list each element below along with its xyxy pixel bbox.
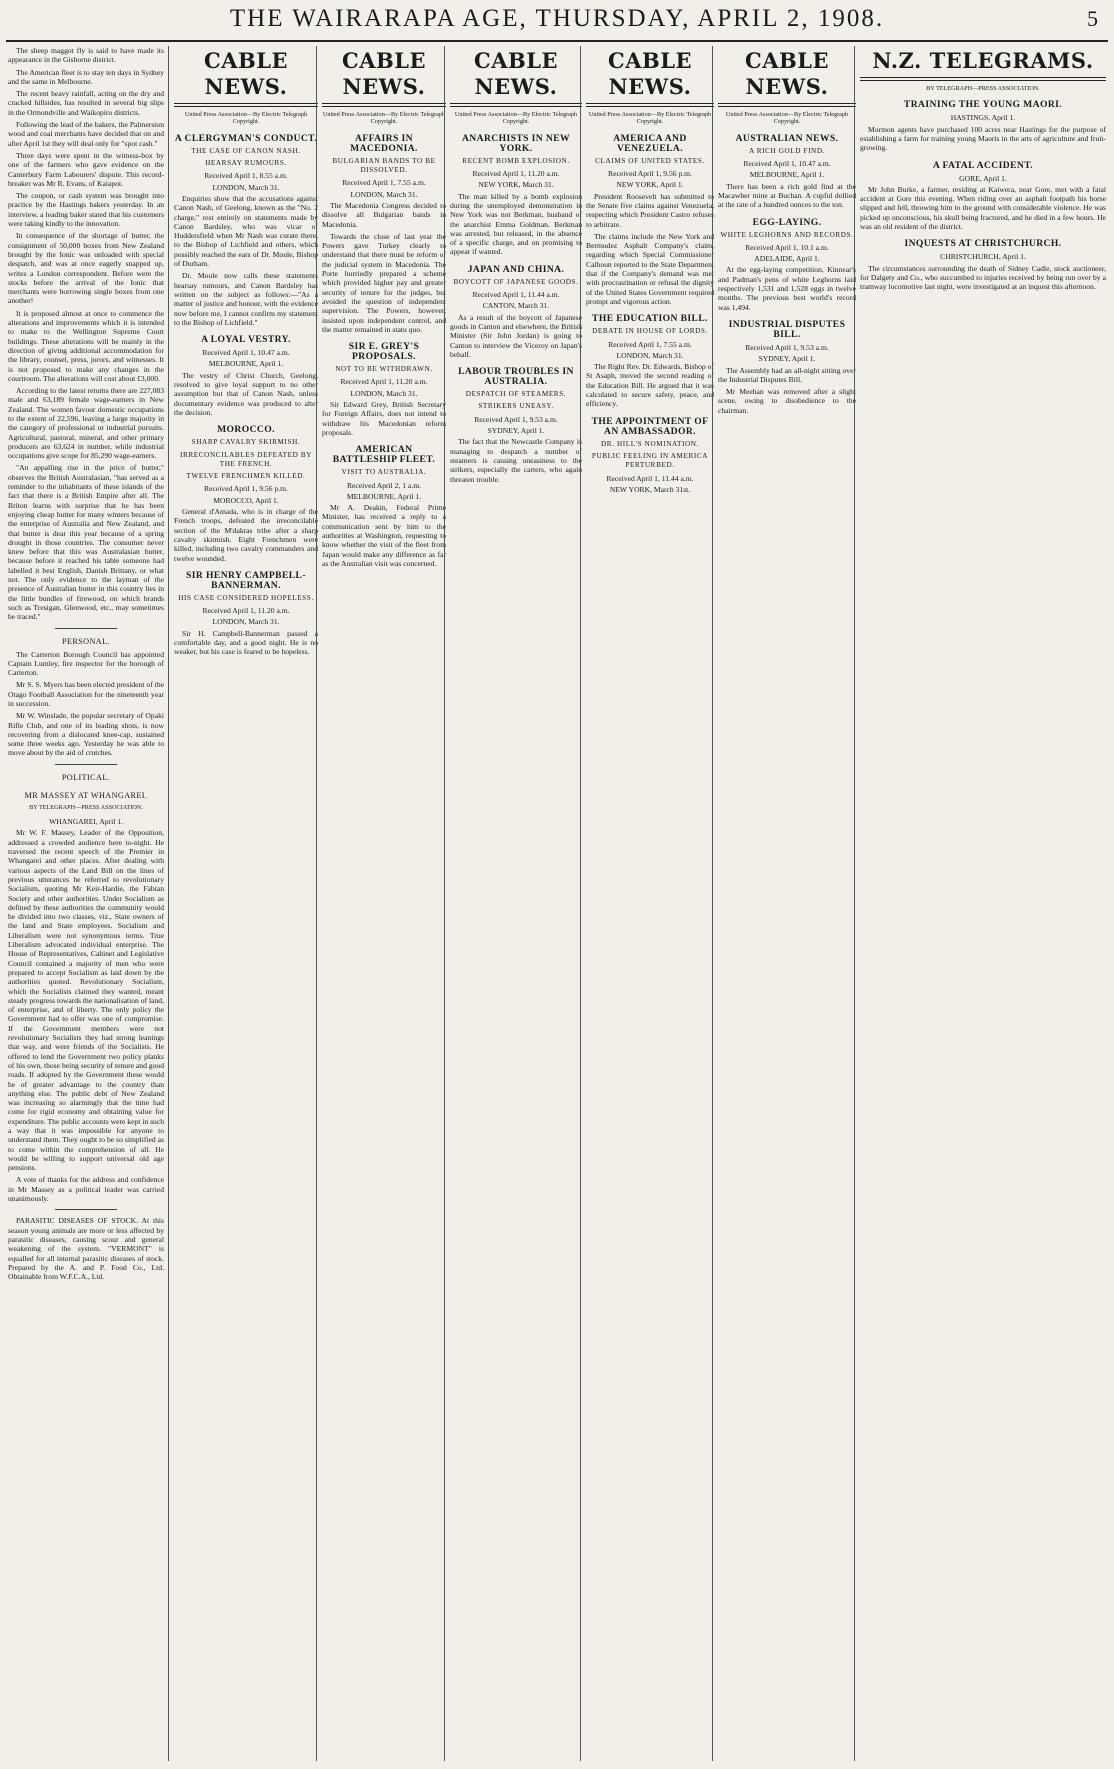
- column-cable-news-3: [444, 46, 582, 1761]
- dateline: SYDNEY, April 1.: [487, 426, 545, 436]
- article-heading: AUSTRALIAN NEWS.: [735, 132, 839, 144]
- subheading: HEARSAY RUMOURS.: [205, 159, 287, 168]
- paragraph: Mr W. Winslade, the popular secretary of Opaki Rifle Club, and one of its leading shots, is now recovering from a dislocated knee-cap, sustained some three weeks ago. Yesterday he was able to move about by the aid of crutches.: [8, 711, 164, 758]
- article-heading: AMERICA AND VENEZUELA.: [613, 132, 687, 154]
- heading-rule: [860, 77, 1106, 81]
- received-time: Received April 1, 7.55 a.m.: [608, 339, 692, 349]
- paragraph: Mr S. S. Myers has been elected president of the Otago Football Association for the nineteenth year in succession.: [8, 680, 164, 708]
- dateline: SYDNEY, April 1.: [758, 354, 816, 364]
- dateline: MOROCCO, April 1.: [213, 495, 279, 505]
- article-heading: SIR HENRY CAMPBELL-BANNERMAN.: [186, 569, 306, 591]
- received-time: Received April 1, 11.20 a.m.: [472, 169, 560, 179]
- paragraph: Three days were spent in the witness-box by one of the farmers who gave evidence on the Canterbury Farm Labourers' dispute. This record-breaker was Mr R. Evans, of Kaiapoi.: [8, 150, 164, 188]
- paragraph: The Carterton Borough Council has appointed Captain Lumley, fire inspector for the borough of Carterton.: [8, 649, 164, 678]
- subheading: STRIKERS UNEASY.: [478, 402, 554, 411]
- source-credit: United Press Association—By Electric Telegraph Copyright.: [454, 111, 578, 126]
- section-heading: PERSONAL.: [62, 636, 110, 646]
- cable-news-heading: CABLE NEWS.: [607, 48, 693, 99]
- received-time: Received April 1, 9.53 a.m.: [474, 414, 558, 424]
- paragraph: According to the latest returns there are 227,083 male and 63,189 female wage-earners in New Zealand. The women favour domestic occupations to the extent of 22,596, leaving a large majority in the category of professional or industrial pursuits. Agricultural, pastoral, mineral, and other primary producers are 63,624 in number, while industrial occupations give scope for 85,290 wage-earners.: [8, 386, 164, 461]
- paragraph: The man killed by a bomb explosion during the unemployed demonstration in New York was not Berkman, husband of the anarchist Emma Goldman. Berkman was arrested, but released, in the absence of a specific charge, and on promising to appear if wanted.: [450, 191, 582, 257]
- paragraph: Enquiries show that the accusations against Canon Nash, of Geelong, known as the "No. 2 charge," rest entirely on statements made by Canon Bardsley, who was vicar of Huddersfield when Mr Nash was curate there, to the Bishop of Lichfield and others, which possibly reached the ears of Dr. Moule, Bishop of Durham.: [174, 194, 318, 269]
- masthead-rule: [6, 40, 1108, 42]
- paragraph: General d'Amada, who is in charge of the French troops, defeated the irreconcilable section of the M'dakras tribe after a sharp cavalry skirmish. Eight Frenchmen were killed, including two cavalry commanders and twelve wounded.: [174, 507, 318, 563]
- subheading: BULGARIAN BANDS TO BE DISSOLVED.: [332, 156, 436, 175]
- paragraph: Sir H. Campbell-Bannerman passed a comfortable day, and a good night. He is no weaker, but his case is feared to be hopeless.: [174, 628, 318, 657]
- cable-news-heading: CABLE NEWS.: [341, 48, 427, 99]
- article-heading: A LOYAL VESTRY.: [201, 334, 291, 346]
- received-time: Received April 1, 11.20 a.m.: [202, 606, 290, 616]
- article-heading: THE EDUCATION BILL.: [592, 313, 708, 325]
- divider: [55, 1209, 117, 1210]
- received-time: Received April 1, 11.44 a.m.: [472, 290, 560, 300]
- subheading: IRRECONCILABLES DEFEATED BY THE FRENCH.: [180, 450, 312, 468]
- article-heading: AMERICAN BATTLESHIP FLEET.: [332, 444, 436, 466]
- paragraph: At the egg-laying competition, Kinnear's and Padman's pens of white Leghorns laid respectively 1,531 and 1,528 eggs in twelve months. The previous best world's record was 1,494.: [718, 265, 856, 312]
- paragraph: The recent heavy rainfall, acting on the dry and cracked hillsides, has resulted in several big slips in the Ormondville and Waikopiro districts.: [8, 89, 164, 117]
- article-heading: TRAINING THE YOUNG MAORI.: [903, 99, 1063, 111]
- divider: [55, 764, 117, 765]
- received-time: Received April 1, 8.55 a.m.: [204, 171, 288, 181]
- article-heading: AFFAIRS IN MACEDONIA.: [350, 132, 418, 154]
- paragraph: A vote of thanks for the address and confidence in Mr Massey as a political leader was carried unanimously.: [8, 1175, 164, 1204]
- subheading: BOYCOTT OF JAPANESE GOODS.: [453, 277, 579, 286]
- paragraph: President Roosevelt has submitted to the Senate five claims against Venezuela, respecting which President Castro refuses to arbitrate.: [586, 191, 714, 229]
- article-heading: LABOUR TROUBLES IN AUSTRALIA.: [458, 366, 574, 388]
- subheading: THE CASE OF CANON NASH.: [191, 146, 301, 155]
- page-number: 5: [1087, 6, 1098, 31]
- heading-rule: [174, 103, 318, 107]
- advertisement: PARASITIC DISEASES OF STOCK. At this season young animals are more or less affected by parasitic diseases, causing scour and general weakening of the system. "VERMONT" is equalled for all internal parasitic diseases of stock. Prepared by the A. and P. Food Co., Ltd. Obtainable from W.F.C.A., Ltd.: [8, 1216, 164, 1282]
- article-heading: INDUSTRIAL DISPUTES BILL.: [728, 318, 846, 340]
- subheading: WHITE LEGHORNS AND RECORDS.: [720, 230, 854, 239]
- paragraph: Mr A. Deakin, Federal Prime Minister, has received a reply to a communication sent by him to the authorities at Washington, requesting to know whether the visit of the fleet from Japan would make any difference as far as the Australian visit was concerned.: [322, 503, 446, 568]
- paragraph: The Assembly had an all-night sitting over the Industrial Disputes Bill.: [718, 365, 856, 384]
- paragraph: Mr Meehan was removed after a slight scene, owing to disobedience to the chairman.: [718, 387, 856, 415]
- subheading: CLAIMS OF UNITED STATES.: [595, 156, 705, 165]
- dateline: NEW YORK, March 31.: [478, 180, 554, 190]
- subheading: PUBLIC FEELING IN AMERICA PERTURBED.: [591, 451, 709, 470]
- dateline: LONDON, March 31.: [212, 182, 280, 192]
- received-time: Received April 1, 10.47 a.m.: [202, 348, 290, 358]
- received-time: Received April 1, 9.56 p.m.: [608, 169, 692, 179]
- source-credit: BY TELEGRAPH—PRESS ASSOCIATION.: [926, 85, 1040, 92]
- paragraph: As a result of the boycott of Japanese goods in Canton and elsewhere, the British Minister (Sir John Jordan) is going to Canton to interview the Viceroy on Japan's behalf.: [450, 312, 582, 359]
- source-credit: United Press Association—By Electric Telegraph Copyright.: [184, 111, 308, 126]
- subheading: DR. HILL'S NOMINATION.: [601, 439, 699, 448]
- column-cable-news-1: [168, 46, 318, 1761]
- received-time: Received April 1, 10.1 a.m.: [745, 242, 829, 252]
- paragraph: There has been a rich gold find at the Macawber mine at Buchan. A cupful dollied at the rate of a hundred ounces to the ton.: [718, 181, 856, 210]
- column-cable-news-2: [316, 46, 446, 1761]
- heading-rule: [586, 103, 714, 107]
- source-credit: United Press Association—By Electric Telegraph Copyright.: [588, 111, 712, 126]
- cable-news-heading: CABLE NEWS.: [744, 48, 830, 99]
- subheading: SHARP CAVALRY SKIRMISH.: [191, 438, 301, 447]
- paragraph: The claims include the New York and Bermudez Asphalt Company's claim, regarding which Special Commissioner Calhoun reported to the State Department that if the Company's demand was met with procrastination or refusal the dignity of the United States Government required prompt and vigorous action.: [586, 231, 714, 306]
- paragraph: Towards the close of last year the Powers gave Turkey clearly to understand that there must be reform of the judicial system in Macedonia. The Porte hurriedly prepared a scheme which provided higher pay and greater security of tenure for the judges, but avoided the question of independent supervision. The Powers, however, insisted upon independent control, and the matter remained in statu quo.: [322, 231, 446, 334]
- subheading: HIS CASE CONSIDERED HOPELESS.: [178, 593, 314, 602]
- paragraph: Mormon agents have purchased 100 acres near Hastings for the purpose of establishing a farm for training young Maoris in the arts of agriculture and fruit-growing.: [860, 124, 1106, 153]
- paragraph: "An appalling rise in the price of butter," observes the British Australasian, "has served as a reminder to the inhabitants of these islands of the fact that there is a British Empire after all. The Briton learns with surprise that he has been enjoying cheap butter for many winters because of the enterprise of Australia and New Zealand, and that butter is dear this year because of a spring drought in those countries. The consumer never knew before that this was Australasian butter, because before it reached his table someone had labelled it best English, Danish Brittany, or what not. The only evidence to the layman of the presence of Australian butter in this country lies in the little bundles of firewood, on which brands such as Tresigan, Glenwood, etc., may sometimes be traced.": [8, 463, 164, 622]
- dateline: CHRISTCHURCH, April 1.: [940, 252, 1026, 262]
- dateline: NEW YORK, April 1.: [616, 180, 684, 190]
- article-heading: MR MASSEY AT WHANGAREI.: [24, 790, 148, 800]
- subheading: VISIT TO AUSTRALIA.: [341, 468, 427, 477]
- column-nz-telegrams: [854, 46, 1106, 1761]
- received-time: Received April 1, 9.56 p.m.: [204, 484, 288, 494]
- dateline: NEW YORK, March 31st.: [609, 484, 691, 494]
- nz-telegrams-heading: N.Z. TELEGRAMS.: [872, 48, 1094, 73]
- dateline: CANTON, March 31.: [482, 301, 550, 311]
- subheading: DEBATE IN HOUSE OF LORDS.: [592, 327, 708, 336]
- heading-rule: [322, 103, 446, 107]
- article-heading: ANARCHISTS IN NEW YORK.: [461, 132, 571, 154]
- dateline: LONDON, March 31.: [350, 189, 418, 199]
- received-time: Received April 1, 7.55 a.m.: [342, 178, 426, 188]
- dateline: LONDON, March 31.: [212, 617, 280, 627]
- paragraph: The American fleet is to stay ten days in Sydney and the same in Melbourne.: [8, 67, 164, 86]
- article-heading: EGG-LAYING.: [752, 216, 822, 228]
- article-heading: A FATAL ACCIDENT.: [932, 159, 1034, 171]
- dateline: MELBOURNE, April 1.: [208, 359, 284, 369]
- paragraph: Sir Edward Grey, British Secretary for Foreign Affairs, does not intend to withdraw his Macedonian reform proposals.: [322, 400, 446, 437]
- dateline: ADELAIDE, April 1.: [754, 254, 820, 264]
- paragraph: Mr John Burke, a farmer, residing at Kaiwera, near Gore, met with a fatal accident at Gore this evening. When riding over an asphalt footpath his horse slipped and fell, throwing him to the ground with considerable violence. He was picked up unconscious, his skull being fractured, and he died in a few hours. He was an old resident of the district.: [860, 184, 1106, 232]
- heading-rule: [718, 103, 856, 107]
- received-time: Received April 1, 11.20 a.m.: [340, 377, 428, 387]
- paragraph: Mr W. F. Massey, Leader of the Opposition, addressed a crowded audience here to-night. He traversed the recent speech of the Premier in Whangarei and other places. After dealing with various aspects of the Land Bill on the lines of previous utterances he referred to revolutionary Socialism, quoting Mr Keir-Hardie, the Fabian Society and other authorities. Under Socialism as defined by these authorities the community would be divided into two classes, viz., State owners of the land and State employees. Socialism and Liberalism were not synonymous terms. True Liberalism advocated individual enterprise. The House of Representatives, Cabinet and Legislative Council contained a majority of men who were prepared to accept Socialism as laid down by the authorities quoted. Revolutionary Socialism, which the Socialists claimed they wanted, meant steady progress towards the nationalisation of land, of enterprise, and of liberty. The only policy the Government had to offer was one of compromise. If the Government members were not revolutionary Socialists they had strong leanings that way, and were friends of the Socialists. He offered to lend the Government two policy planks of his own, those being security of tenure and good roads. If adopted by the Government these would be of greater advantage to the country than anything else. The public debt of New Zealand was increasing so alarmingly that the time had come for rigid economy and obtaining value for expenditure. The public accounts were kept in such a way that it was impossible for anyone to understand them. They ought to be so simplified as to come within the comprehension of all. He would be willing to support universal old age pensions.: [8, 828, 164, 1173]
- dateline: LONDON, March 31.: [350, 388, 418, 398]
- received-time: Received April 1, 11.44 a.m.: [606, 473, 694, 483]
- article-heading: THE APPOINTMENT OF AN AMBASSADOR.: [591, 415, 709, 437]
- paragraph: The Macedonia Congress decided to dissolve all Bulgarian bands in Macedonia.: [322, 201, 446, 229]
- dateline: MELBOURNE, April 1.: [346, 491, 422, 501]
- divider: [55, 628, 117, 629]
- received-time: Received April 1, 10.47 a.m.: [743, 159, 831, 169]
- paragraph: It is proposed almost at once to commence the alterations and improvements which it is intended to make to the Wellington Supreme Court buildings. These alterations will be mainly in the direction of giving additional accommodation for the library, counsel, press, jurors, and witnesses. It is not proposed to make any changes in the courtroom. The alterations will cost about £3,000.: [8, 308, 164, 383]
- received-time: Received April 1, 9.53 a.m.: [745, 342, 829, 352]
- paragraph: The fact that the Newcastle Company is managing to despatch a number of steamers is causing uneasiness to the strikers, especially the carters, who again threaten trouble.: [450, 437, 582, 484]
- paragraph: The sheep maggot fly is said to have made its appearance in the Gisborne district.: [8, 46, 164, 65]
- subheading: A RICH GOLD FIND.: [748, 146, 826, 155]
- cable-news-heading: CABLE NEWS.: [473, 48, 559, 99]
- article-heading: SIR E. GREY'S PROPOSALS.: [348, 341, 420, 363]
- dateline: MELBOURNE, April 1.: [749, 170, 825, 180]
- received-time: Received April 2, 1 a.m.: [346, 480, 422, 490]
- subheading: RECENT BOMB EXPLOSION.: [462, 156, 570, 165]
- subheading: DESPATCH OF STEAMERS.: [465, 390, 567, 399]
- paragraph: The vestry of Christ Church, Geelong, resolved to give loyal support to no other assumption but that of Canon Nash, unless documentary evidence was produced to alter the decision.: [174, 370, 318, 417]
- newspaper-title: THE WAIRARAPA AGE, THURSDAY, APRIL 2, 1908.: [229, 5, 885, 32]
- dateline: WHANGAREI, April 1.: [49, 817, 123, 827]
- article-heading: JAPAN AND CHINA.: [467, 263, 565, 275]
- dateline: LONDON, March 31.: [616, 350, 684, 360]
- cable-news-heading: CABLE NEWS.: [203, 48, 289, 99]
- paragraph: The coupon, or cash system was brought into practice by the Hastings bakers yesterday. In an interview, a leading baker stated that his customers were taking kindly to the innovation.: [8, 191, 164, 229]
- source-credit: United Press Association—By Electric Telegraph Copyright.: [322, 111, 446, 126]
- paragraph: In consequence of the shortage of butter, the consignment of 50,000 boxes from New Zealand brought by the Ionic was unloaded with special despatch, and was at once eagerly snapped up, writes a London correspondent. Before were the stocks before the arrival of the Ionic that merchants were borrowing single boxes from one another!: [8, 231, 164, 306]
- paragraph: Following the lead of the bakers, the Palmerston wood and coal merchants have decided that on and after April 1st they will deal only for "spot cash.": [8, 120, 164, 148]
- subheading: NOT TO BE WITHDRAWN.: [335, 365, 433, 374]
- section-heading: POLITICAL.: [61, 772, 111, 782]
- article-heading: A CLERGYMAN'S CONDUCT.: [174, 132, 318, 144]
- column-cable-news-4: [580, 46, 714, 1761]
- article-heading: MOROCCO.: [217, 424, 275, 436]
- heading-rule: [450, 103, 582, 107]
- paragraph: The Right Rev. Dr. Edwards, Bishop of St Asaph, moved the second reading of the Education Bill. He argued that it was calculated to secure safety, peace, and efficiency.: [586, 362, 714, 409]
- column-cable-news-5: [712, 46, 856, 1761]
- source-credit: BY TELEGRAPH—PRESS ASSOCIATION.: [29, 803, 143, 811]
- dateline: GORE, April 1.: [959, 173, 1007, 183]
- source-credit: United Press Association—By Electric Telegraph Copyright.: [725, 111, 849, 126]
- dateline: HASTINGS, April 1.: [950, 113, 1016, 123]
- masthead: [0, 0, 1114, 38]
- paragraph: The circumstances surrounding the death of Sidney Cadle, stock auctioneer, for Dalgety and Co., who succumbed to injuries received by being run over by a tramway locomotive last night, were investigated at an inquest this afternoon.: [860, 263, 1106, 292]
- subheading: TWELVE FRENCHMEN KILLED.: [186, 472, 306, 481]
- paragraph: Dr. Moule now calls these statements hearsay rumours, and Canon Bardsley has written on the subject as follows:—"As a matter of justice and honour, with the evidence now before me, I cannot confirm my statement to the Bishop of Lichfield.": [174, 271, 318, 327]
- column-local-news: [8, 46, 164, 1761]
- article-heading: INQUESTS AT CHRISTCHURCH.: [904, 238, 1062, 250]
